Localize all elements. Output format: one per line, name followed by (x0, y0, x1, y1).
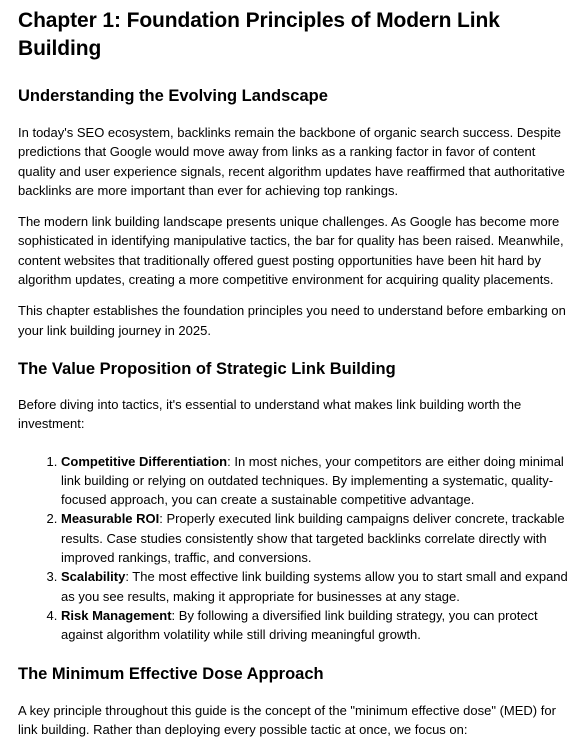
list-item-text: : In most niches, your competitors are either doing minimal link building or relying on outdated techniques. By implementing a systematic, quality-focused approach, you can create a sustainable competitive advantage. (61, 453, 564, 508)
section-heading-med: The Minimum Effective Dose Approach (18, 664, 324, 683)
paragraph-med: A key principle throughout this guide is the concept of the "minimum effective dose" (MED) for link building. Rather than deploying every possible tactic at once, we focus on: (18, 702, 556, 737)
paragraph-landscape-2: The modern link building landscape presents unique challenges. As Google has become more sophisticated in identifying manipulative tactics, the bar for quality has been raised. Meanwhile, content websites that traditionally offered guest posting opportunities have been hit hard by algorithm updates, creating a more competitive environment for acquiring quality placements. (18, 214, 564, 288)
list-item (61, 567, 569, 606)
paragraph-value-intro: Before diving into tactics, it's essential to understand what makes link building worth the investment: (18, 396, 522, 432)
list-item-term: Measurable ROI (61, 511, 160, 527)
section-heading-value-proposition: The Value Proposition of Strategic Link Building (18, 359, 396, 378)
chapter-title: Chapter 1: Foundation Principles of Modern Link Building (18, 9, 500, 60)
list-item-term: Scalability (61, 569, 126, 585)
list-item-text: : By following a diversified link building strategy, you can protect against algorithm volatility while still driving meaningful growth. (61, 607, 538, 643)
list-item-text: : The most effective link building systems allow you to start small and expand as you see results, making it appropriate for businesses at any stage. (61, 569, 568, 604)
paragraph-landscape-1: In today's SEO ecosystem, backlinks remain the backbone of organic search success. Despite predictions that Google would move away from links as a ranking factor in favor of content quality and user experience signals, recent algorithm updates have reaffirmed that authoritative backlinks are more important than ever for achieving top rankings. (18, 125, 565, 198)
list-item-term: Risk Management (61, 607, 172, 623)
paragraph-landscape-3: This chapter establishes the foundation principles you need to understand before embarking on your link building journey in 2025. (18, 303, 566, 338)
list-item (61, 606, 569, 645)
list-item (61, 509, 569, 567)
section-heading-landscape: Understanding the Evolving Landscape (18, 87, 328, 105)
list-item (61, 452, 569, 510)
list-item-text: : Properly executed link building campaigns deliver concrete, trackable results. Case studies consistently show that targeted backlinks correlate directly with improved rankings, traffic, and conversions. (61, 511, 565, 566)
list-item-term: Competitive Differentiation (61, 453, 228, 469)
value-list (18, 452, 569, 645)
